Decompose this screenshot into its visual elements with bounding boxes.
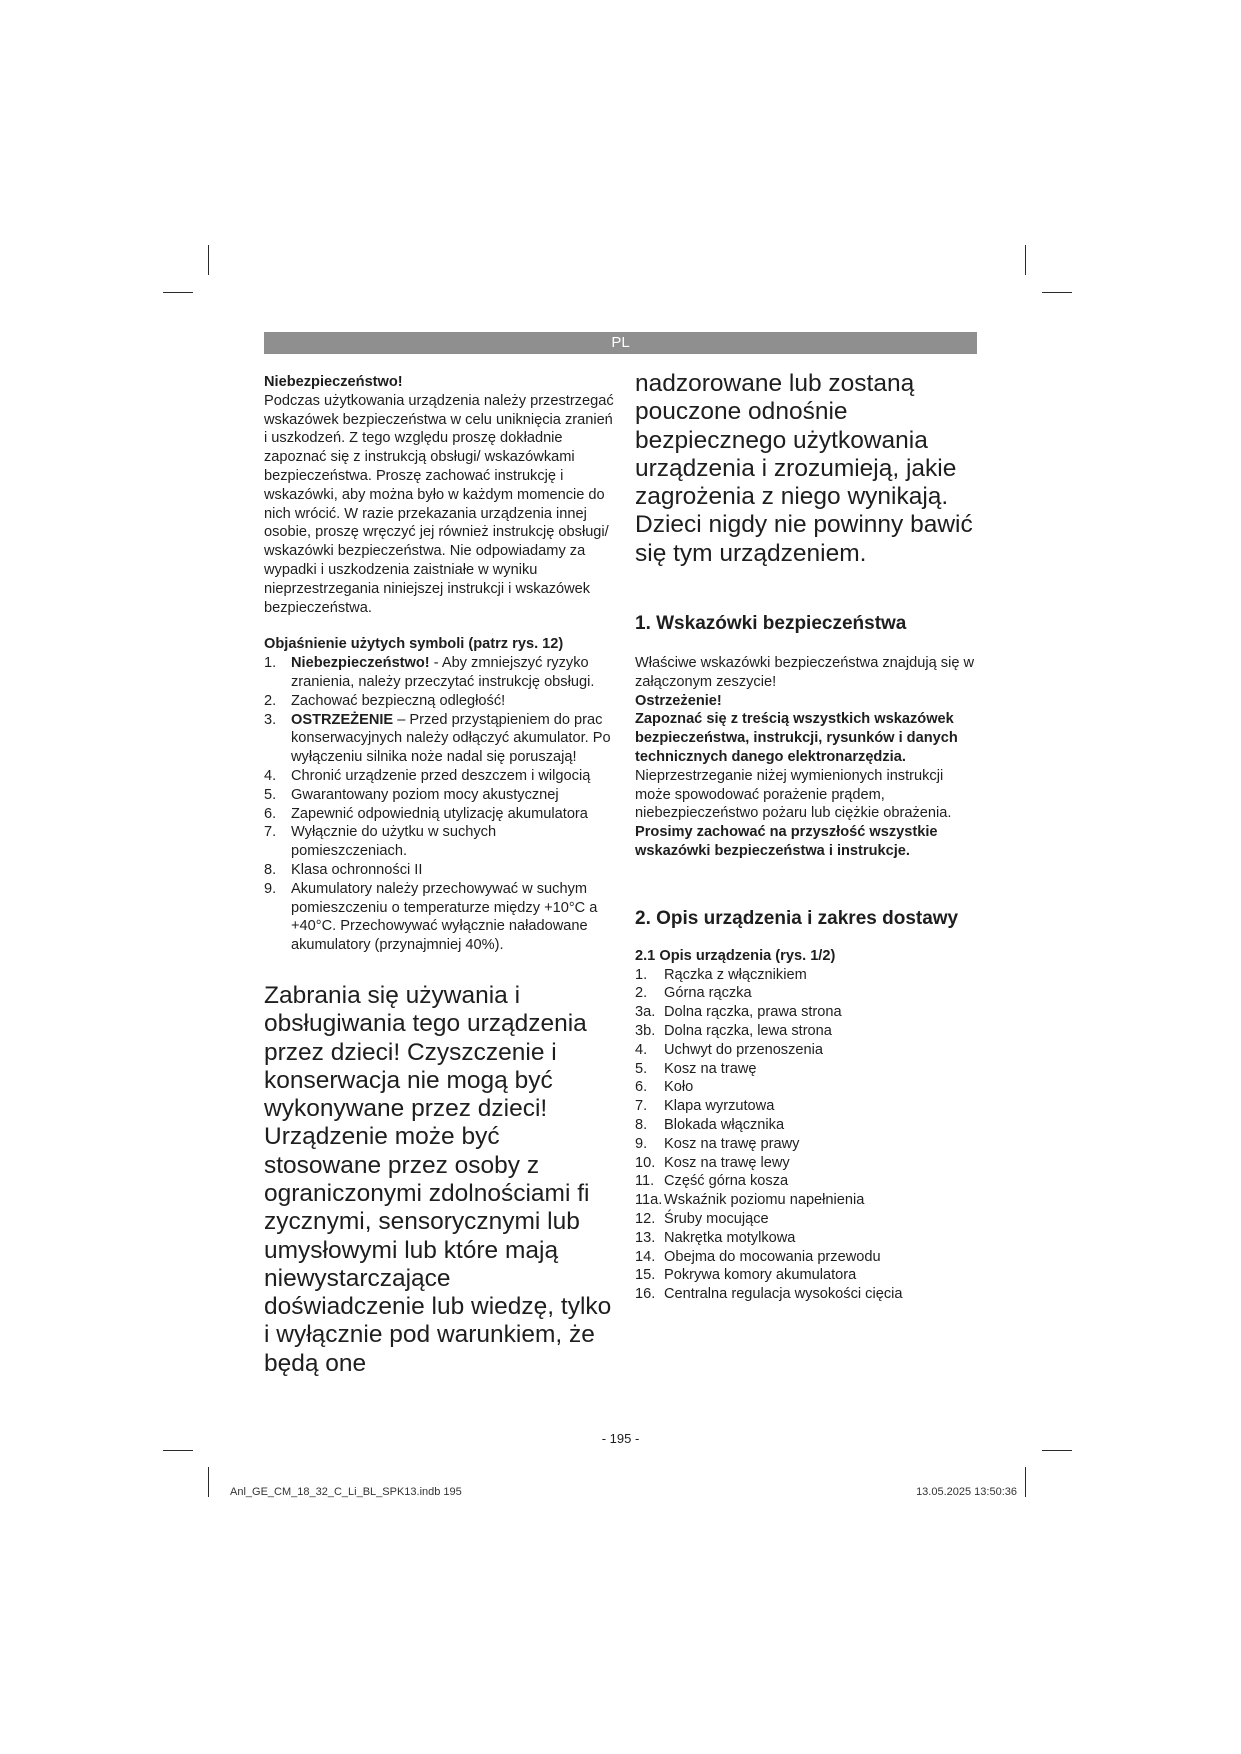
symbol-item: [264, 805, 616, 824]
section-1-heading: 1. Wskazówki bezpieczeństwa: [635, 613, 907, 635]
symbol-number: 4.: [264, 767, 277, 784]
symbol-number: 8.: [264, 861, 277, 878]
part-label: Koło: [664, 1079, 694, 1096]
part-label: Kosz na trawę lewy: [664, 1154, 790, 1171]
part-item: [635, 1022, 980, 1041]
parts-list: [635, 966, 980, 1304]
part-label: Wskaźnik poziomu napełnienia: [664, 1192, 865, 1209]
symbol-number: 7.: [264, 824, 277, 841]
symbol-number: 9.: [264, 880, 277, 897]
symbol-number: 1.: [264, 655, 277, 672]
symbol-number: 2.: [264, 692, 277, 709]
part-item: [635, 1078, 980, 1097]
symbol-text: Zapewnić odpowiednią utylizację akumulatora: [291, 805, 588, 822]
part-label: Klapa wyrzutowa: [664, 1098, 775, 1115]
part-label: Kosz na trawę prawy: [664, 1135, 800, 1152]
part-number: 11.: [635, 1173, 655, 1190]
symbol-text: Gwarantowany poziom mocy akustycznej: [291, 786, 559, 803]
caution-paragraph: [635, 710, 980, 823]
part-number: 5.: [635, 1060, 648, 1077]
part-number: 3b.: [635, 1023, 656, 1040]
part-label: Blokada włącznika: [664, 1117, 785, 1134]
symbol-item: [264, 654, 616, 692]
part-item: [635, 984, 980, 1003]
part-label: Nakrętka motylkowa: [664, 1229, 796, 1246]
part-number: 4.: [635, 1041, 648, 1058]
symbol-text: – Przed przystąpieniem do prac konserwacyjnych należy odłączyć akumulator. Po wyłączeniu silnika noże nadal się poruszają!: [291, 711, 611, 766]
crop-mark: [1025, 1467, 1026, 1497]
part-item: [635, 1248, 980, 1267]
symbol-item: [264, 786, 616, 805]
part-label: Część górna kosza: [664, 1173, 789, 1190]
symbol-bold-label: Niebezpieczeństwo!: [291, 655, 430, 672]
symbol-item: [264, 767, 616, 786]
part-item: [635, 1210, 980, 1229]
part-number: 3a.: [635, 1004, 656, 1021]
caution-title: Ostrzeżenie!: [635, 692, 722, 709]
symbol-item: [264, 880, 616, 955]
part-number: 12.: [635, 1211, 656, 1227]
symbol-text: Zachować bezpieczną odległość!: [291, 692, 506, 709]
part-label: Pokrywa komory akumulatora: [664, 1267, 857, 1284]
part-item: [635, 1266, 980, 1285]
part-item: [635, 1135, 980, 1154]
footer-file-name: Anl_GE_CM_18_32_C_Li_BL_SPK13.indb 195: [230, 1486, 462, 1498]
part-item: [635, 1097, 980, 1116]
part-item: [635, 1154, 980, 1173]
symbol-text: Wyłącznie do użytku w suchych pomieszczeniach.: [291, 824, 497, 860]
part-number: 13.: [635, 1229, 656, 1246]
page-number: - 195 -: [601, 1431, 640, 1446]
part-label: Obejma do mocowania przewodu: [664, 1248, 881, 1265]
part-label: Rączka z włącznikiem: [664, 966, 807, 983]
crop-mark: [208, 1467, 209, 1497]
symbol-item: [264, 711, 616, 767]
part-number: 6.: [635, 1079, 648, 1096]
part-label: Uchwyt do przenoszenia: [664, 1041, 823, 1058]
symbol-item: [264, 692, 616, 711]
footer-datetime: 13.05.2025 13:50:36: [916, 1486, 1017, 1498]
symbol-item: [264, 861, 616, 880]
section-1-text: Właściwe wskazówki bezpieczeństwa znajdują się w załączonym zeszycie!: [635, 655, 975, 690]
left-column: [264, 373, 616, 1378]
part-item: [635, 1285, 980, 1304]
symbol-text: Akumulatory należy przechowywać w suchym pomieszczeniu o temperaturze między +10°C a +40°C. Przechowywać wyłącznie naładowane akumulatory (przynajmniej 40%).: [291, 880, 598, 954]
language-header-bar: [264, 332, 977, 354]
subsection-2-1-heading: 2.1 Opis urządzenia (rys. 1/2): [635, 947, 836, 964]
symbol-text: Chronić urządzenie przed deszczem i wilgocią: [291, 767, 591, 784]
part-number: 2.: [635, 985, 648, 1002]
children-warning: Zabrania się używania i obsługiwania tego urządzenia przez dzieci! Czyszczenie i konserwacja nie mogą być wykonywane przez dzieci! Urządzenie może być stosowane przez osoby z ograniczonymi zdolnościami fi zycznymi, sensorycznymi lub umysłowymi lub które mają niewystarczające doświadczenie lub wiedzę, tylko i wyłącznie pod warunkiem, że będą one: [264, 981, 612, 1377]
right-column: [635, 370, 980, 1304]
part-label: Dolna rączka, prawa strona: [664, 1004, 842, 1021]
caution-bold-text: Zapoznać się z treścią wszystkich wskazówek bezpieczeństwa, instrukcji, rysunków i danych technicznych danego elektronarzędzia.: [635, 711, 958, 766]
part-item: [635, 1116, 980, 1135]
symbol-number: 3.: [264, 711, 277, 728]
part-number: 1.: [635, 966, 648, 983]
part-number: 14.: [635, 1248, 656, 1265]
symbols-title: Objaśnienie użytych symboli (patrz rys. 12): [264, 636, 564, 653]
part-label: Centralna regulacja wysokości cięcia: [664, 1286, 903, 1303]
part-number: 10.: [635, 1154, 656, 1171]
part-number: 15.: [635, 1267, 656, 1284]
part-item: [635, 966, 980, 985]
section-2-heading: 2. Opis urządzenia i zakres dostawy: [635, 907, 959, 929]
symbols-list: [264, 654, 616, 955]
part-item: [635, 1041, 980, 1060]
symbol-text: - Aby zmniejszyć ryzyko zranienia, należy przeczytać instrukcję obsługi.: [291, 655, 595, 690]
crop-mark: [163, 1450, 193, 1451]
part-item: [635, 1191, 980, 1210]
symbol-bold-label: OSTRZEŻENIE: [291, 711, 394, 728]
caution-text: Nieprzestrzeganie niżej wymienionych instrukcji może spowodować porażenie prądem, niebezpieczeństwo pożaru lub ciężkie obrażenia.: [635, 767, 952, 822]
crop-mark: [163, 292, 193, 293]
part-number: 7.: [635, 1098, 648, 1115]
crop-mark: [208, 245, 209, 275]
part-label: Górna rączka: [664, 985, 752, 1002]
danger-title: Niebezpieczeństwo!: [264, 374, 403, 390]
part-number: 9.: [635, 1135, 648, 1152]
crop-mark: [1042, 1450, 1072, 1451]
danger-text: Podczas użytkowania urządzenia należy przestrzegać wskazówek bezpieczeństwa w celu uniknięcia zranień i uszkodzeń. Z tego względu proszę dokładnie zapoznać się z instrukcją obsługi/ wskazówkami bezpieczeństwa. Proszę zachować instrukcję i wskazówki, aby można było w każdym momencie do nich wrócić. W razie przekazania urządzenia innej osobie, proszę wręczyć jej również instrukcję obsługi/ wskazówki bezpieczeństwa. Nie odpowiadamy za wypadki i uszkodzenia zaistniałe w wyniku nieprzestrzegania niniejszej instrukcji i wskazówek bezpieczeństwa.: [264, 392, 614, 616]
part-item: [635, 1229, 980, 1248]
part-label: Śruby mocujące: [664, 1211, 769, 1227]
symbol-item: [264, 823, 616, 861]
symbol-text: Klasa ochronności II: [291, 861, 423, 878]
symbol-number: 5.: [264, 786, 277, 803]
part-number: 11a.: [635, 1192, 663, 1209]
part-number: 16.: [635, 1286, 656, 1303]
language-code: PL: [611, 334, 630, 351]
part-item: [635, 1172, 980, 1191]
crop-mark: [1025, 245, 1026, 275]
part-item: [635, 1003, 980, 1022]
page-number-wrap: [0, 1431, 1241, 1446]
part-item: [635, 1060, 980, 1079]
symbol-number: 6.: [264, 805, 277, 822]
keep-instructions-text: Prosimy zachować na przyszłość wszystkie wskazówki bezpieczeństwa i instrukcje.: [635, 824, 938, 860]
part-label: Kosz na trawę: [664, 1060, 757, 1077]
part-number: 8.: [635, 1117, 648, 1134]
children-warning-continued: nadzorowane lub zostaną pouczone odnośnie bezpiecznego użytkowania urządzenia i zrozumieją, jakie zagrożenia z niego wynikają. Dzieci nigdy nie powinny bawić się tym urządzeniem.: [635, 370, 973, 567]
part-label: Dolna rączka, lewa strona: [664, 1023, 832, 1040]
crop-mark: [1042, 292, 1072, 293]
